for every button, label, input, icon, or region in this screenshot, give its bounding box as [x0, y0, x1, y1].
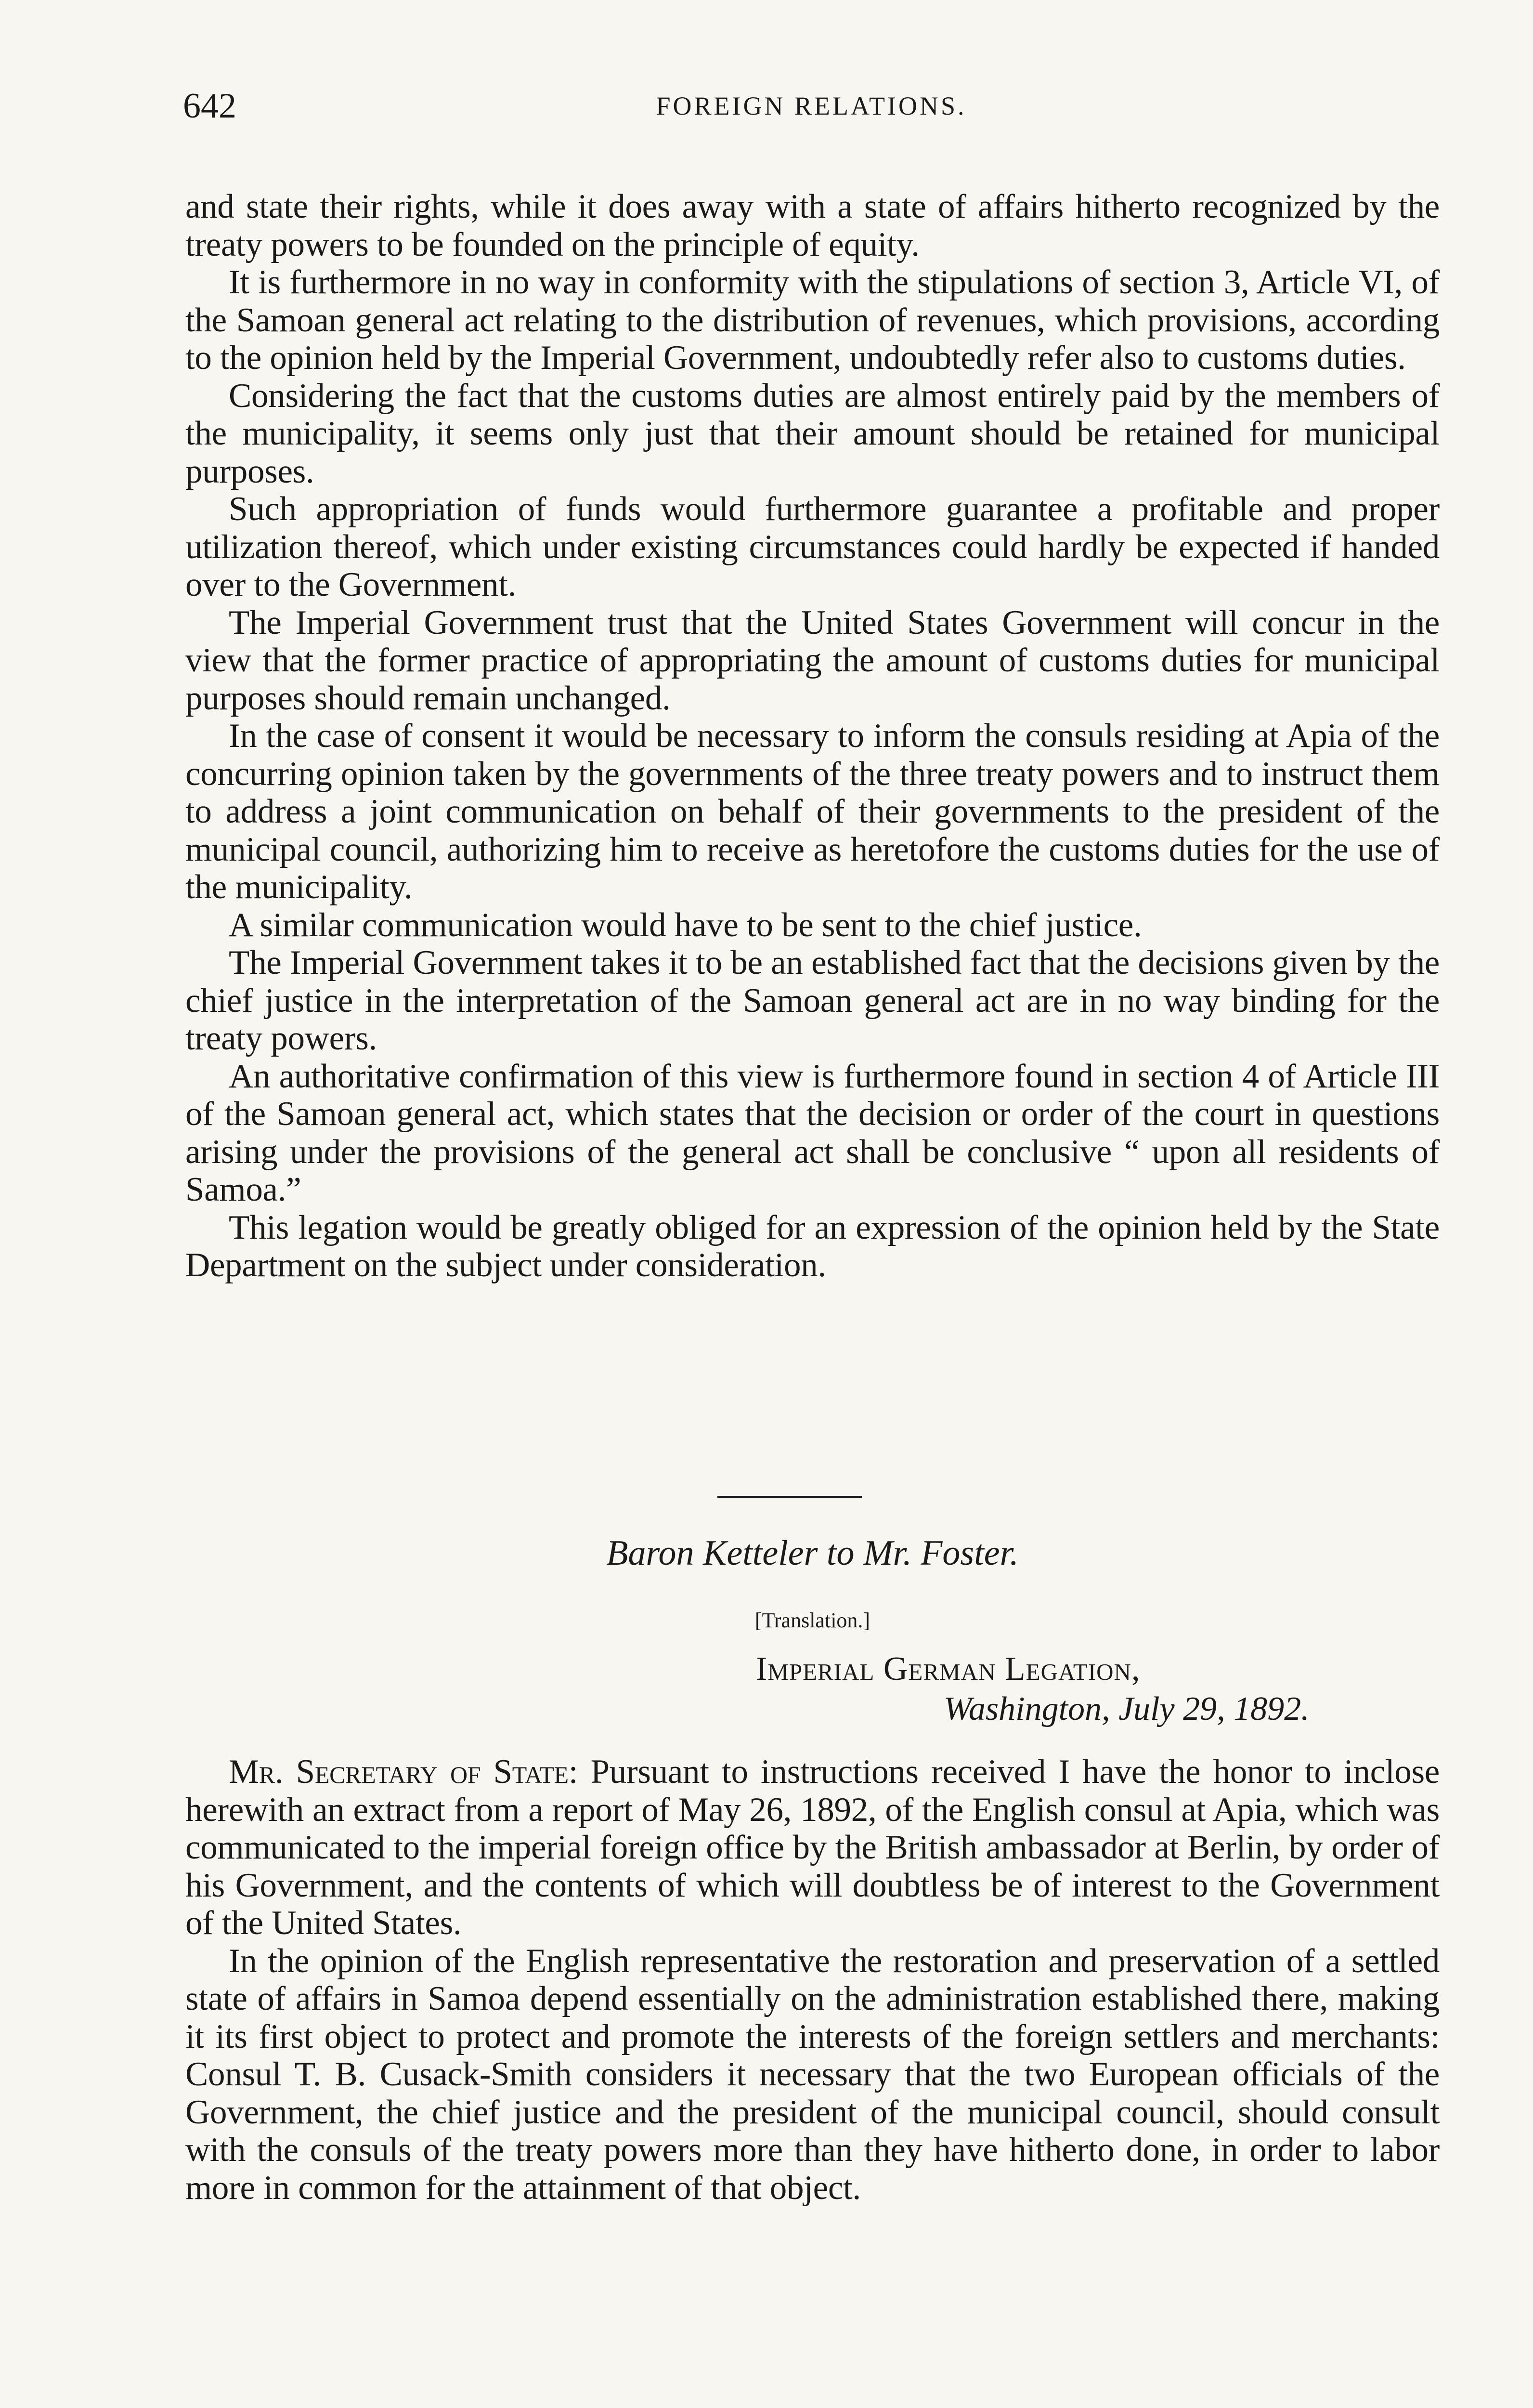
letter-paragraph-1-text: Pursuant to instructions received I have the honor to inclose herewith an extract from a report of May 26, 1892, of the English consul at Apia, which was communicated to the imperial foreign office by the British ambassador at Berlin, by order of his Government, and the contents of which will doubtless be of interest to the Government of the United States.: [185, 1753, 1440, 1942]
paragraph-closing-request: This legation would be greatly obliged for an expression of the opinion held by the State Department on the subject under consideration.: [185, 1208, 1440, 1284]
section-divider: [717, 1496, 862, 1498]
translation-note: [Translation.]: [754, 1609, 870, 1632]
paragraph-appropriation: Such appropriation of funds would furthermore guarantee a profitable and proper utilization thereof, which under existing circumstances could hardly be expected if handed over to the Government.: [185, 490, 1440, 603]
paragraph-article-iii: An authoritative confirmation of this view is furthermore found in section 4 of Article III of the Samoan general act, which states that the decision or order of the court in questions arising under the provisions of the general act shall be conclusive “ upon all residents of Samoa.”: [185, 1057, 1440, 1208]
letter-place-date: Washington, July 29, 1892.: [944, 1690, 1310, 1727]
letter-body: [185, 1753, 1440, 2207]
paragraph-established-fact: The Imperial Government takes it to be an established fact that the decisions given by the chief justice in the interpretation of the Samoan general act are in no way binding for the treaty powers.: [185, 944, 1440, 1057]
running-header: [183, 82, 1440, 130]
letter-paragraph-2: In the opinion of the English representative the restoration and preservation of a settled state of affairs in Samoa depend essentially on the administration established there, making it its first object to protect and promote the interests of the foreign settlers and merchants: Consul T. B. Cusack-Smith considers it necessary that the two European officials of the Government, the chief justice and the president of the municipal council, should consult with the consuls of the treaty powers more than they have hitherto done, in order to labor more in common for the attainment of that object.: [185, 1942, 1440, 2207]
paragraph-continuation: and state their rights, while it does away with a state of affairs hitherto recognized by the treaty powers to be founded on the principle of equity.: [185, 188, 1440, 263]
paragraph-imperial-trust: The Imperial Government trust that the United States Government will concur in the view that the former practice of appropriating the amount of customs duties for municipal purposes should remain unchanged.: [185, 603, 1440, 717]
running-title: FOREIGN RELATIONS.: [656, 92, 967, 120]
letter-salutation: Mr. Secretary of State:: [229, 1753, 578, 1791]
paragraph-chief-justice: A similar communication would have to be sent to the chief justice.: [229, 906, 1142, 944]
paragraph-customs-duties: Considering the fact that the customs duties are almost entirely paid by the members of the municipality, it seems only just that their amount should be retained for municipal purposes.: [185, 377, 1440, 490]
letter-heading: Baron Ketteler to Mr. Foster.: [606, 1533, 1019, 1573]
paragraph-consent: In the case of consent it would be necessary to inform the consuls residing at Apia of the concurring opinion taken by the governments of the three treaty powers and to instruct them to address a joint communication on behalf of their governments to the president of the municipal council, authorizing him to receive as heretofore the customs duties for the use of the municipality.: [185, 717, 1440, 906]
continued-letter-body: [185, 188, 1440, 1284]
paragraph-article-vi: It is furthermore in no way in conformity with the stipulations of section 3, Article VI, of the Samoan general act relating to the distribution of revenues, which provisions, according to the opinion held by the Imperial Government, undoubtedly refer also to customs duties.: [185, 263, 1440, 377]
letter-paragraph-1: [185, 1753, 1440, 1942]
letter-sender: Imperial German Legation,: [756, 1650, 1141, 1688]
page-number: 642: [183, 86, 236, 126]
